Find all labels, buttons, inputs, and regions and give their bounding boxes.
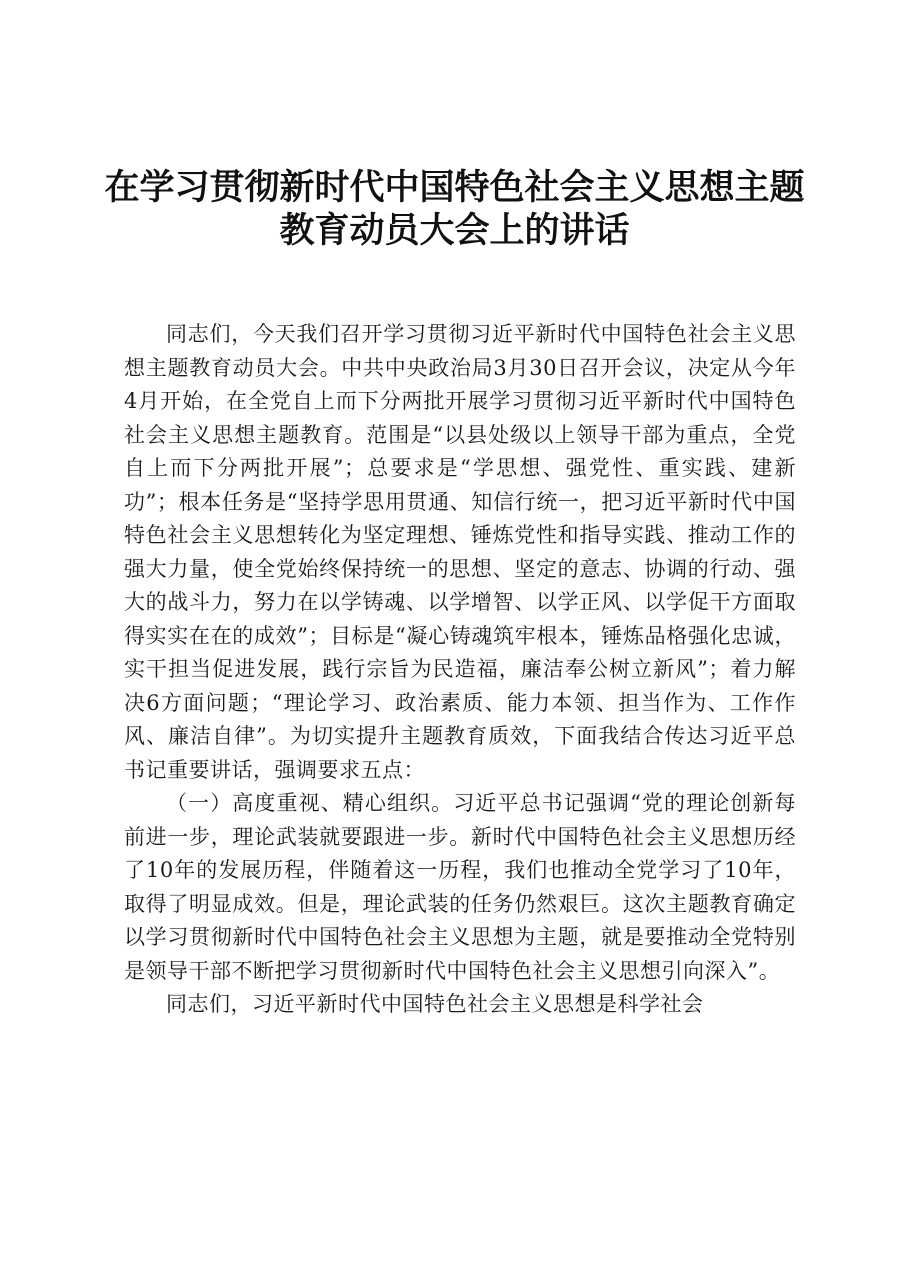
paragraph-point-one: （一）高度重视、精心组织。习近平总书记强调“党的理论创新每前进一步，理论武装就要跟进一步。新时代中国特色社会主义思想历经了10年的发展历程，伴随着这一历程，我们也推动全党学习了10年，取得了明显成效。但是，理论武装的任务仍然艰巨。这次主题教育确定以学习贯彻新时代中国特色社会主义思想为主题，就是要推动全党特别是领导干部不断把学习贯彻新时代中国特色社会主义思想引向深入”。: [124, 791, 796, 983]
document-body: [124, 318, 796, 1022]
paragraph-continuation: 同志们，习近平新时代中国特色社会主义思想是科学社会: [166, 992, 704, 1016]
document-title-line-2: 教育动员大会上的讲话: [279, 211, 630, 251]
document-title-line-1: 在学习贯彻新时代中国特色社会主义思想主题: [104, 168, 805, 208]
paragraph-opening: 同志们，今天我们召开学习贯彻习近平新时代中国特色社会主义思想主题教育动员大会。中共中央政治局3月30日召开会议，决定从今年4月开始，在全党自上而下分两批开展学习贯彻习近平新时代中国特色社会主义思想主题教育。范围是“以县处级以上领导干部为重点，全党自上而下分两批开展”；总要求是“学思想、强党性、重实践、建新功”；根本任务是“坚持学思用贯通、知信行统一，把习近平新时代中国特色社会主义思想转化为坚定理想、锤炼党性和指导实践、推动工作的强大力量，使全党始终保持统一的思想、坚定的意志、协调的行动、强大的战斗力，努力在以学铸魂、以学增智、以学正风、以学促干方面取得实实在在的成效”；目标是“凝心铸魂筑牢根本，锤炼品格强化忠诚，实干担当促进发展，践行宗旨为民造福，廉洁奉公树立新风”；着力解决6方面问题；“理论学习、政治素质、能力本领、担当作为、工作作风、廉洁自律”。为切实提升主题教育质效，下面我结合传达习近平总书记重要讲话，强调要求五点：: [124, 322, 796, 782]
